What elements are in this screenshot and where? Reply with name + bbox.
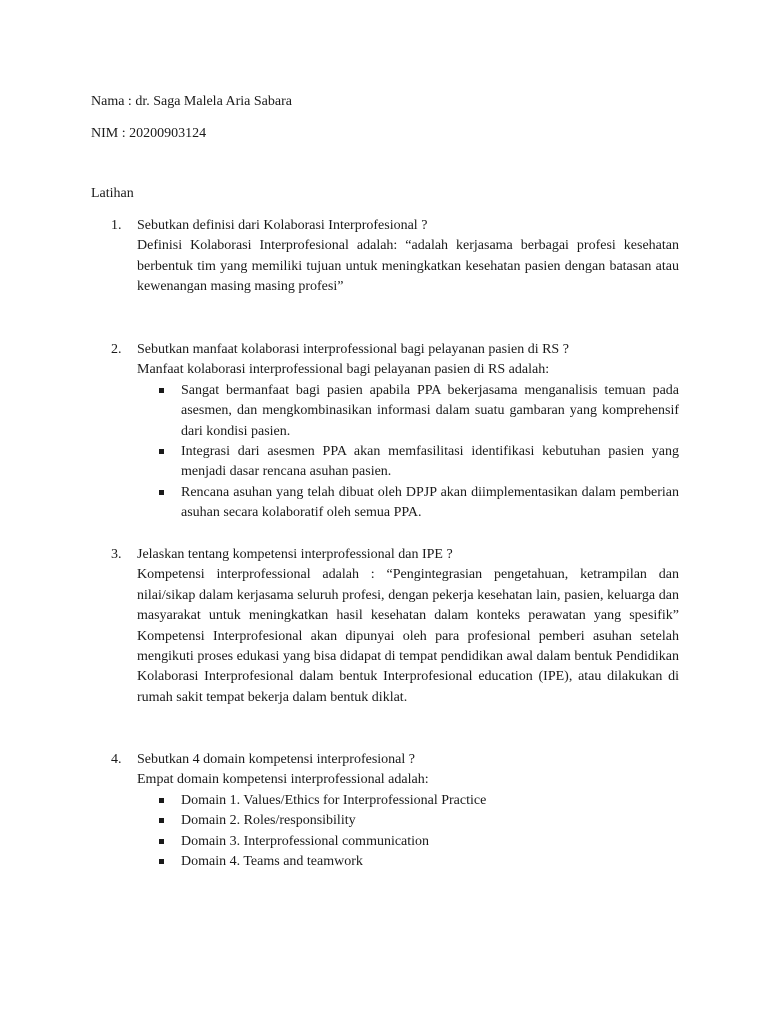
answer-text: Definisi Kolaborasi Interprofesional adalah: “adalah kerjasama berbagai profesi kesehatan berbentuk tim yang memiliki tujuan untuk meningkatkan kesehatan pasien dengan batasan atau kewenangan masing masing profesi” <box>137 238 679 295</box>
answer-text: Empat domain kompetensi interprofessional adalah: <box>137 772 429 788</box>
list-item: Domain 1. Values/Ethics for Interprofessional Practice <box>137 791 679 811</box>
student-nim: NIM : 20200903124 <box>91 126 207 141</box>
list-item: Domain 3. Interprofessional communication <box>137 832 679 852</box>
answer-list <box>137 791 679 873</box>
list-item: Domain 2. Roles/responsibility <box>137 811 679 831</box>
question-text: Jelaskan tentang kompetensi interprofessional dan IPE ? <box>137 547 453 562</box>
student-name: Nama : dr. Saga Malela Aria Sabara <box>91 94 292 109</box>
square-bullet-icon <box>159 490 164 495</box>
answer-text: Kompetensi interprofessional adalah : “Pengintegrasian pengetahuan, ketrampilan dan nilai/sikap dalam kerjasama seluruh profesi, dengan pekerja kesehatan lain, pasien, keluarga dan masyarakat untuk meningkatkan hasil kesehatan dalam konteks perawatan yang spesifik” Kompetensi Interprofesional akan dipunyai oleh para profesional pemberi asuhan setelah mengikuti proses edukasi yang bisa didapat di tempat pendidikan awal dalam bentuk Pendidikan Kolaborasi Interprofesional dalam bentuk Interprofesional education (IPE), atau dilakukan di rumah sakit tempat bekerja dalam bentuk diklat. <box>137 567 679 705</box>
question-4 <box>91 750 679 872</box>
question-text: Sebutkan manfaat kolaborasi interprofessional bagi pelayanan pasien di RS ? <box>137 342 569 357</box>
square-bullet-icon <box>159 798 164 803</box>
answer-list <box>137 381 679 524</box>
list-item: Sangat bermanfaat bagi pasien apabila PPA bekerjasama menganalisis temuan pada asesmen, dan mengkombinasikan informasi dalam suatu gambaran yang komprehensif dari kondisi pasien. <box>137 381 679 442</box>
answer-text: Manfaat kolaborasi interprofessional bagi pelayanan pasien di RS adalah: <box>137 362 550 378</box>
square-bullet-icon <box>159 449 164 454</box>
question-text: Sebutkan 4 domain kompetensi interprofesional ? <box>137 752 415 767</box>
question-number: 4. <box>111 752 122 767</box>
square-bullet-icon <box>159 859 164 864</box>
list-item: Integrasi dari asesmen PPA akan memfasilitasi identifikasi kebutuhan pasien yang menjadi dasar rencana asuhan pasien. <box>137 442 679 483</box>
list-item: Rencana asuhan yang telah dibuat oleh DPJP akan diimplementasikan dalam pemberian asuhan secara kolaboratif oleh semua PPA. <box>137 483 679 524</box>
square-bullet-icon <box>159 388 164 393</box>
list-item: Domain 4. Teams and teamwork <box>137 852 679 872</box>
section-title: Latihan <box>91 186 134 201</box>
question-3 <box>91 545 679 708</box>
square-bullet-icon <box>159 839 164 844</box>
question-number: 2. <box>111 342 122 357</box>
question-number: 1. <box>111 218 122 233</box>
square-bullet-icon <box>159 818 164 823</box>
question-text: Sebutkan definisi dari Kolaborasi Interprofesional ? <box>137 218 428 233</box>
question-2 <box>91 340 679 524</box>
question-number: 3. <box>111 547 122 562</box>
question-1 <box>91 216 679 298</box>
